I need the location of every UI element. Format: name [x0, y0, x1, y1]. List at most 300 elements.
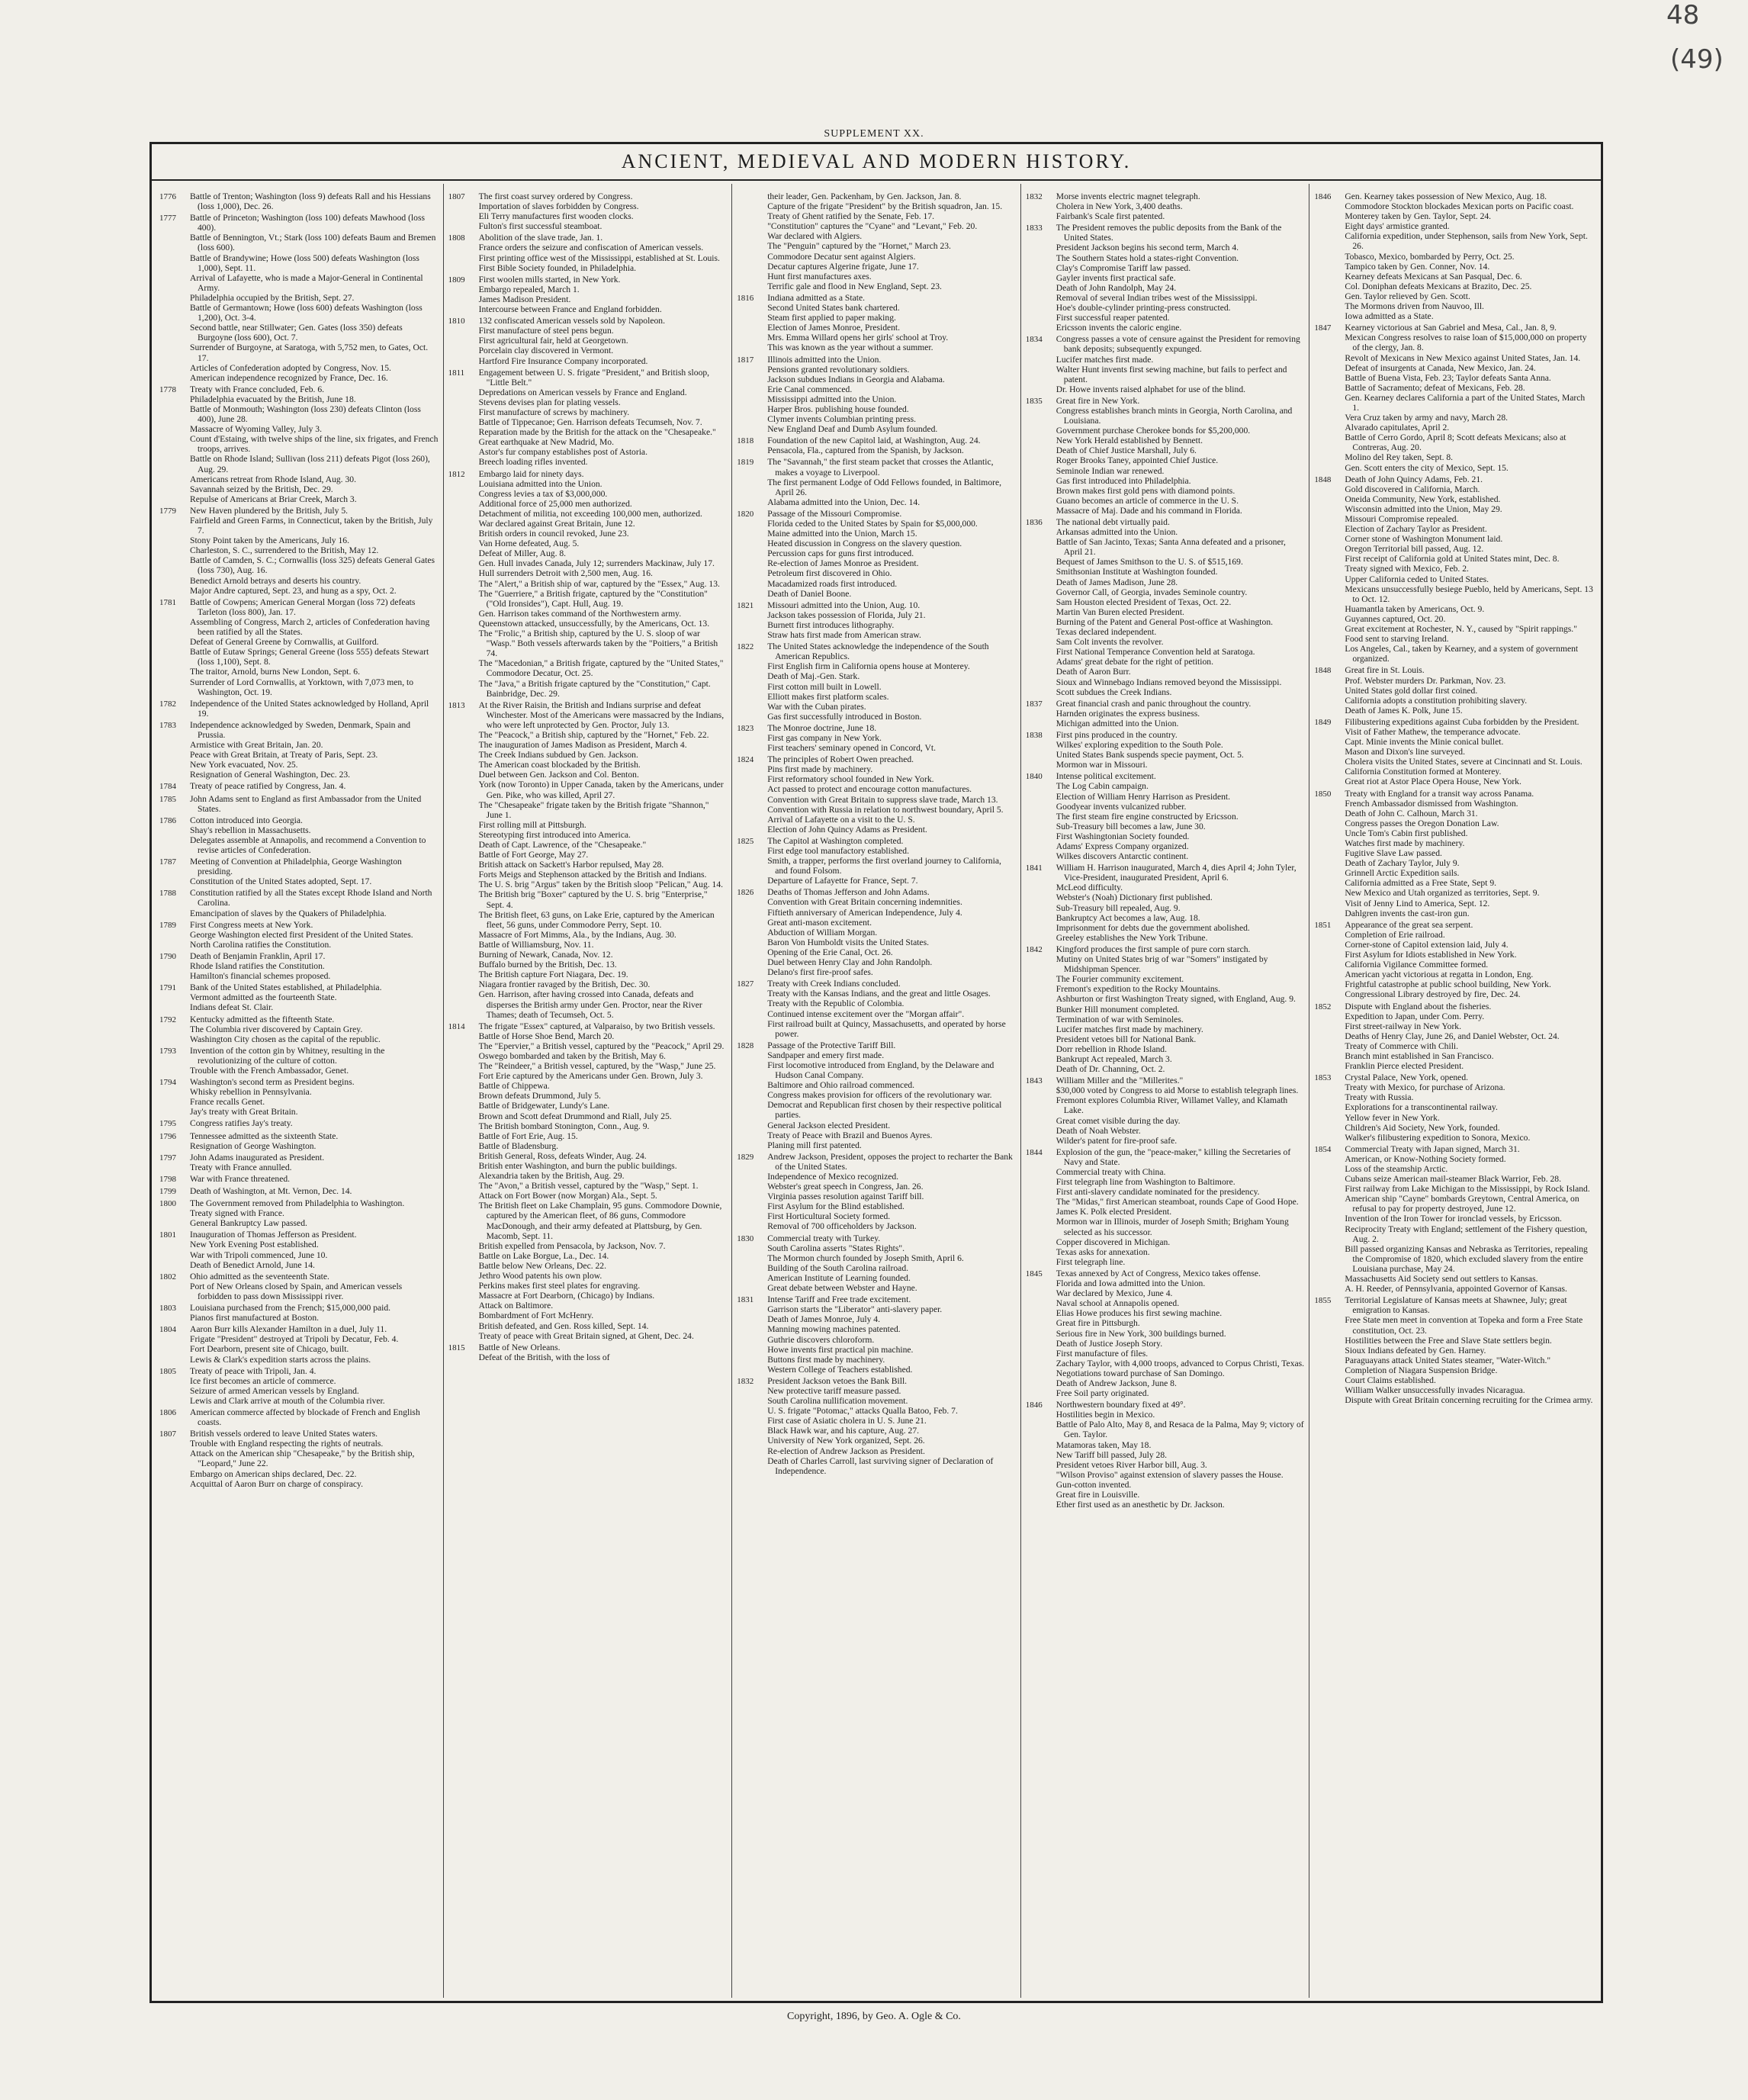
event-entry: Opening of the Erie Canal, Oct. 26. — [767, 947, 893, 957]
event-list — [190, 920, 439, 950]
year-group — [448, 233, 728, 272]
event-entry: Election of John Quincy Adams as President. — [767, 824, 927, 835]
event-entry: Crystal Palace, New York, opened. — [1345, 1073, 1469, 1083]
event-entry: Battle of Trenton; Washington (loss 9) defeats Rall and his Hessians (loss 1,000), Dec. 26. — [190, 191, 431, 212]
event-entry: Meeting of Convention at Philadelphia, George Washington presiding. — [190, 857, 402, 877]
year-group — [159, 1046, 439, 1076]
event-entry: York (now Toronto) in Upper Canada, taken by the Americans, under Gen. Pike, who was killed, April 27. — [478, 780, 724, 800]
event-entry: Free State men meet in convention at Topeka and form a Free State constitution, Oct. 23. — [1345, 1315, 1583, 1336]
event-entry: The British capture Fort Niagara, Dec. 19. — [478, 970, 628, 980]
event-entry: Convention with Russia in relation to northwest boundary, April 5. — [767, 804, 1004, 815]
event-entry: Constitution of the United States adopted, Sept. 17. — [190, 876, 372, 887]
event-entry: Reparation made by the British for the attack on the "Chesapeake." — [478, 427, 716, 438]
event-entry: New protective tariff measure passed. — [767, 1385, 901, 1396]
event-entry: Bankrupt Act repealed, March 3. — [1056, 1053, 1172, 1064]
event-list — [1056, 517, 1305, 697]
event-entry: Congress levies a tax of $3,000,000. — [478, 488, 608, 499]
column-3 — [732, 184, 1021, 1998]
event-entry: American independence recognized by France, Dec. 16. — [190, 372, 388, 383]
event-entry: Roger Brooks Taney, appointed Chief Justice. — [1056, 455, 1219, 466]
event-entry: War declared by Mexico, June 4. — [1056, 1288, 1173, 1299]
event-list — [190, 982, 439, 1012]
year-group — [737, 293, 1016, 353]
event-entry: Filibustering expeditions against Cuba forbidden by the President. — [1345, 716, 1579, 727]
event-entry: Elliott makes first platform scales. — [767, 691, 889, 702]
event-entry: Gen. Kearney takes possession of New Mexico, Aug. 18. — [1345, 191, 1547, 201]
year-group — [159, 699, 439, 719]
event-entry: Col. Doniphan defeats Mexicans at Brazito, Dec. 25. — [1345, 281, 1532, 291]
event-entry: Gayler invents first practical safe. — [1056, 272, 1176, 283]
event-entry: General Jackson elected President. — [767, 1120, 891, 1130]
event-entry: Food sent to starving Ireland. — [1345, 634, 1449, 645]
event-entry: Matamoras taken, May 18. — [1056, 1439, 1152, 1450]
event-entry: President vetoes River Harbor bill, Aug. 3. — [1056, 1459, 1207, 1470]
event-entry: British enter Washington, and burn the public buildings. — [478, 1161, 677, 1171]
event-entry: Battle of Chippewa. — [478, 1081, 550, 1092]
year-group — [737, 754, 1016, 835]
year-group — [159, 1077, 439, 1117]
event-entry: Massacre of Fort Mimms, Ala., by the Indians, Aug. 30. — [478, 929, 676, 940]
year-label: 1784 — [159, 782, 176, 792]
event-entry: Maine admitted into the Union, March 15. — [767, 529, 917, 539]
event-entry: California adopts a constitution prohibiting slavery. — [1345, 695, 1528, 706]
event-entry: Independence of the United States acknowledged by Holland, April 19. — [190, 698, 429, 719]
event-entry: The Columbia river discovered by Captain Grey. — [190, 1024, 363, 1034]
year-group — [159, 1131, 439, 1151]
event-entry: Commodore Decatur sent against Algiers. — [767, 251, 916, 262]
event-entry: Death of Andrew Jackson, June 8. — [1056, 1378, 1177, 1388]
event-entry: Battle on Lake Borgue, La., Dec. 14. — [478, 1250, 609, 1261]
year-group — [159, 857, 439, 886]
year-group — [1314, 1073, 1593, 1143]
event-entry: Webster's great speech in Congress, Jan. 26. — [767, 1182, 924, 1192]
event-entry: Battle of Bridgewater, Lundy's Lane. — [478, 1101, 610, 1111]
event-list — [190, 1198, 439, 1228]
event-entry: This was known as the year without a summer. — [767, 342, 933, 353]
event-entry: Port of New Orleans closed by Spain, and American vessels forbidden to pass down Mississippi river. — [190, 1281, 403, 1301]
event-entry: Court Claims established. — [1345, 1375, 1436, 1385]
event-entry: Smithsonian Institute at Washington founded. — [1056, 567, 1218, 577]
year-group — [159, 781, 439, 792]
year-group — [737, 1294, 1016, 1375]
event-entry: The British bombard Stonington, Conn., Aug. 9. — [478, 1121, 650, 1131]
event-entry: Planing mill first patented. — [767, 1140, 862, 1150]
event-entry: Bank of the United States established, at Philadelphia. — [190, 982, 382, 993]
year-label: 1800 — [159, 1199, 176, 1209]
year-label: 1795 — [159, 1119, 176, 1129]
year-group — [159, 1407, 439, 1427]
event-entry: Defeat of insurgents at Canada, New Mexico, Jan. 24. — [1345, 362, 1536, 373]
event-entry: Fort Dearborn, present site of Chicago, built. — [190, 1344, 349, 1355]
event-entry: Cubans seize American mail-steamer Black Warrior, Feb. 28. — [1345, 1174, 1562, 1185]
event-entry: Charleston, S. C., surrendered to the British, May 12. — [190, 545, 379, 556]
event-entry: Death of John C. Calhoun, March 31. — [1345, 808, 1478, 818]
event-entry: Removal of several Indian tribes west of the Mississippi. — [1056, 292, 1258, 303]
event-entry: Re-election of Andrew Jackson as President. — [767, 1446, 925, 1456]
event-entry: Death of Dr. Channing, Oct. 2. — [1056, 1064, 1165, 1075]
event-entry: Attack on the American ship "Chesapeake," by the British ship, "Leopard," June 22. — [190, 1449, 415, 1469]
event-list — [767, 191, 1016, 291]
event-entry: Congress passes a vote of censure against the President for removing bank deposits; subsequently expunged. — [1056, 334, 1300, 355]
year-label: 1823 — [737, 723, 754, 733]
event-entry: First Asylum for Idiots established in New York. — [1345, 950, 1517, 960]
event-entry: Indiana admitted as a State. — [767, 292, 865, 303]
column-5 — [1309, 184, 1598, 1998]
year-group — [737, 887, 1016, 977]
year-label: 1817 — [737, 355, 754, 365]
event-list — [479, 316, 728, 365]
year-label: 1776 — [159, 192, 176, 201]
event-entry: The "Avon," a British vessel, captured by the "Wasp," Sept. 1. — [478, 1181, 699, 1192]
event-entry: McLeod difficulty. — [1056, 883, 1123, 893]
event-entry: Deaths of Henry Clay, June 26, and Daniel Webster, Oct. 24. — [1345, 1031, 1560, 1041]
event-entry: Fremont explores Columbia River, Willamet Valley, and Klamath Lake. — [1056, 1095, 1288, 1116]
event-entry: Convention with Great Britain to suppress slave trade, March 13. — [767, 794, 998, 805]
event-entry: Goodyear invents vulcanized rubber. — [1056, 801, 1187, 812]
event-entry: The British fleet, 63 guns, on Lake Erie, captured by the American fleet, 56 guns, under Commodore Perry, Sept. 10. — [478, 909, 715, 930]
event-entry: Missouri admitted into the Union, Aug. 10. — [767, 600, 921, 610]
event-entry: Decatur captures Algerine frigate, June 17. — [767, 261, 919, 272]
event-entry: The first permanent Lodge of Odd Fellows founded, in Baltimore, April 26. — [767, 477, 1002, 497]
year-label: 1813 — [448, 700, 465, 710]
year-group — [448, 275, 728, 314]
event-entry: Burning of the Patent and General Post-office at Washington. — [1056, 616, 1274, 627]
event-entry: Delano's first fire-proof safes. — [767, 967, 873, 978]
event-entry: $30,000 voted by Congress to aid Morse to establish telegraph lines. — [1056, 1085, 1299, 1096]
event-entry: Death of James Monroe, July 4. — [767, 1314, 880, 1325]
event-entry: Sub-Treasury bill becomes a law, June 30. — [1056, 821, 1206, 831]
event-list — [190, 1046, 439, 1076]
year-label: 1804 — [159, 1325, 176, 1335]
event-entry: Abduction of William Morgan. — [767, 927, 878, 937]
event-entry: Abolition of the slave trade, Jan. 1. — [478, 233, 603, 243]
event-list — [190, 781, 439, 792]
event-entry: British attack on Sackett's Harbor repulsed, May 28. — [478, 860, 664, 870]
event-entry: Democrat and Republican first chosen by their respective political parties. — [767, 1100, 1002, 1121]
event-entry: Depredations on American vessels by France and England. — [478, 387, 687, 397]
year-group — [1026, 863, 1305, 943]
year-group — [737, 355, 1016, 435]
event-entry: General Bankruptcy Law passed. — [190, 1218, 307, 1229]
year-group — [1026, 396, 1305, 516]
event-entry: Branch mint established in San Francisco. — [1345, 1050, 1494, 1061]
year-group — [1026, 334, 1305, 394]
year-group — [1314, 191, 1593, 321]
year-label: 1831 — [737, 1295, 754, 1305]
event-entry: Death of Charles Carroll, last surviving signer of Declaration of Independence. — [767, 1455, 994, 1476]
year-group — [1314, 665, 1593, 715]
event-entry: Dahlgren invents the cast-iron gun. — [1345, 908, 1470, 918]
event-list — [479, 1021, 728, 1341]
event-entry: Trouble with the French Ambassador, Genet. — [190, 1065, 349, 1076]
year-label: 1834 — [1025, 335, 1043, 345]
event-entry: Gold discovered in California, March. — [1345, 484, 1480, 494]
year-group — [737, 642, 1016, 722]
event-entry: Martin Van Buren elected President. — [1056, 606, 1184, 617]
event-entry: Dispute with Great Britain concerning recruiting for the Crimea army. — [1345, 1395, 1593, 1406]
history-table — [149, 142, 1603, 2003]
event-entry: Elias Howe produces his first sewing machine. — [1056, 1308, 1223, 1319]
event-entry: Guyannes captured, Oct. 20. — [1345, 613, 1446, 624]
event-entry: Battle of Cerro Gordo, April 8; Scott defeats Mexicans; also at Contreras, Aug. 20. — [1345, 433, 1566, 453]
event-entry: Battle of Brandywine; Howe (loss 500) defeats Washington (loss 1,000), Sept. 11. — [190, 252, 419, 273]
event-list — [1056, 1269, 1305, 1398]
event-entry: Corner stone of Washington Monument laid. — [1345, 534, 1503, 545]
event-entry: Buffalo burned by the British, Dec. 13. — [478, 960, 617, 970]
year-group — [448, 469, 728, 699]
event-entry: Sioux and Winnebago Indians removed beyond the Mississippi. — [1056, 677, 1282, 687]
event-entry: Hull surrenders Detroit with 2,500 men, Aug. 16. — [478, 568, 653, 579]
event-entry: Bombardment of Fort McHenry. — [478, 1310, 594, 1321]
event-entry: Gun-cotton invented. — [1056, 1479, 1132, 1490]
year-group — [1314, 717, 1593, 787]
year-group — [1026, 1147, 1305, 1267]
event-entry: Congressional Library destroyed by fire, Dec. 24. — [1345, 989, 1521, 1000]
event-entry: Independence acknowledged by Sweden, Denmark, Spain and Prussia. — [190, 719, 411, 740]
event-entry: Negotiations toward purchase of San Domingo. — [1056, 1368, 1225, 1378]
year-group — [448, 191, 728, 231]
event-list — [190, 794, 439, 814]
event-entry: Duel between Henry Clay and John Randolph. — [767, 957, 933, 968]
year-group — [159, 1272, 439, 1301]
event-entry: Hostilities begin in Mexico. — [1056, 1410, 1155, 1420]
event-list — [190, 857, 439, 886]
event-entry: Hartford Fire Insurance Company incorporated. — [478, 355, 648, 366]
event-entry: Treaty signed with Mexico, Feb. 2. — [1345, 564, 1469, 574]
event-entry: Forts Meigs and Stephenson attacked by the British and Indians. — [478, 870, 707, 880]
year-label: 1816 — [737, 293, 754, 303]
event-entry: Florida ceded to the United States by Spain for $5,000,000. — [767, 519, 978, 529]
event-entry: Battle of Fort George, May 27. — [478, 850, 589, 860]
event-entry: Shay's rebellion in Massachusetts. — [190, 825, 311, 835]
column-4 — [1021, 184, 1310, 1998]
event-entry: Death of Daniel Boone. — [767, 588, 852, 599]
event-entry: Andrew Jackson, President, opposes the project to recharter the Bank of the United States. — [767, 1151, 1013, 1172]
event-entry: Death of Justice Joseph Story. — [1056, 1338, 1163, 1349]
event-entry: California Constitution formed at Monterey. — [1345, 767, 1502, 777]
event-entry: Jay's treaty with Great Britain. — [190, 1107, 298, 1118]
year-group — [448, 316, 728, 365]
page-title: ANCIENT, MEDIEVAL AND MODERN HISTORY. — [152, 144, 1601, 181]
event-entry: Re-election of James Monroe as President. — [767, 558, 919, 569]
year-group — [1026, 699, 1305, 728]
event-entry: Treaty of Commerce with Chili. — [1345, 1040, 1459, 1051]
event-entry: Webster's (Noah) Dictionary first published. — [1056, 892, 1213, 903]
event-list — [190, 1366, 439, 1406]
event-entry: Adams' Express Company organized. — [1056, 841, 1189, 851]
event-entry: Death of Benjamin Franklin, April 17. — [190, 950, 326, 961]
event-entry: Pensacola, Fla., captured from the Spanish, by Jackson. — [767, 445, 964, 456]
event-entry: Defeat of General Greene by Cornwallis, at Guilford. — [190, 637, 379, 648]
event-entry: Harper Bros. publishing house founded. — [767, 404, 909, 414]
event-entry: Explorations for a transcontinental railway. — [1345, 1102, 1498, 1113]
event-entry: Commodore Stockton blockades Mexican ports on Pacific coast. — [1345, 201, 1574, 212]
event-entry: First Asylum for the Blind established. — [767, 1201, 905, 1212]
event-entry: The first coast survey ordered by Congress. — [478, 191, 633, 201]
year-label: 1845 — [1025, 1269, 1043, 1278]
event-list — [190, 213, 439, 383]
event-entry: British vessels ordered to leave United States waters. — [190, 1429, 378, 1439]
event-list — [190, 1174, 439, 1185]
copyright: Copyright, 1896, by Geo. A. Ogle & Co. — [787, 2011, 961, 2022]
event-entry: New York evacuated, Nov. 25. — [190, 760, 298, 770]
year-group — [1314, 323, 1593, 472]
event-entry: Battle of Eutaw Springs; General Greene (loss 555) defeats Stewart (loss 1,100), Sept. 8. — [190, 647, 429, 667]
event-entry: James Madison President. — [478, 294, 571, 304]
event-entry: British expelled from Pensacola, by Jackson, Nov. 7. — [478, 1240, 666, 1251]
event-entry: Act passed to protect and encourage cotton manufactures. — [767, 784, 972, 795]
event-list — [1056, 223, 1305, 333]
year-group — [159, 1230, 439, 1269]
event-entry: Battle on Rhode Island; Sullivan (loss 211) defeats Pigot (loss 260), Aug. 29. — [190, 454, 430, 474]
event-entry: Peace with Great Britain, at Treaty of Paris, Sept. 23. — [190, 750, 378, 761]
year-label: 1802 — [159, 1272, 176, 1282]
event-entry: Continued intense excitement over the "Morgan affair". — [767, 1008, 965, 1019]
event-entry: Franklin Pierce elected President. — [1345, 1061, 1464, 1072]
event-entry: The "Macedonian," a British frigate, captured by the "United States," Commodore Decatur, Oct. 25. — [478, 658, 724, 679]
event-list — [767, 509, 1016, 599]
event-entry: The "Frolic," a British ship, captured by the U. S. sloop of war "Wasp." Both vessels afterwards taken by the "Poitiers," a British 74. — [478, 629, 718, 659]
event-entry: Defeat of the British, with the loss of — [478, 1352, 610, 1362]
event-entry: Embargo repealed, March 1. — [478, 284, 580, 294]
event-entry: Aaron Burr kills Alexander Hamilton in a duel, July 11. — [190, 1324, 387, 1335]
event-entry: Sam Houston elected President of Texas, Oct. 22. — [1056, 597, 1232, 607]
event-entry: Congress establishes branch mints in Georgia, North Carolina, and Louisiana. — [1056, 405, 1293, 426]
event-entry: Commercial treaty with Turkey. — [767, 1233, 881, 1243]
event-entry: Fiftieth anniversary of American Independence, July 4. — [767, 907, 962, 918]
event-entry: Treaty with England for a transit way across Panama. — [1345, 788, 1534, 799]
event-entry: Election of William Henry Harrison as President. — [1056, 791, 1231, 802]
year-label: 1846 — [1314, 192, 1332, 201]
year-label: 1835 — [1025, 396, 1043, 406]
event-entry: Children's Aid Society, New York, founded. — [1345, 1122, 1500, 1133]
event-list — [1345, 1073, 1593, 1143]
event-entry: Percussion caps for guns first introduced. — [767, 548, 914, 559]
event-entry: Mormon war in Missouri. — [1056, 760, 1148, 770]
event-list — [190, 191, 439, 211]
year-label: 1818 — [737, 436, 754, 446]
event-entry: Treaty with the Republic of Colombia. — [767, 999, 905, 1009]
event-entry: First case of Asiatic cholera in U. S. June 21. — [767, 1416, 927, 1426]
event-entry: Assembling of Congress, March 2, articles of Confederation having been ratified by all the States. — [190, 616, 430, 638]
year-group — [737, 979, 1016, 1039]
event-entry: Jackson subdues Indians in Georgia and Alabama. — [767, 374, 945, 384]
year-label: 1838 — [1025, 730, 1043, 740]
event-entry: Bill passed organizing Kansas and Nebraska as Territories, repealing the Compromise of 1820, which excluded slavery from the entire Louisiana purchase, May 24. — [1345, 1243, 1588, 1274]
event-list — [767, 355, 1016, 435]
event-entry: American yacht victorious at regatta in London, Eng. — [1345, 970, 1534, 980]
year-label: 1791 — [159, 983, 176, 993]
event-entry: American commerce affected by blockade of French and English coasts. — [190, 1407, 420, 1428]
event-entry: First Bible Society founded, in Philadelphia. — [478, 262, 637, 273]
year-label: 1787 — [159, 857, 176, 867]
event-entry: New Tariff bill passed, July 28. — [1056, 1449, 1168, 1460]
event-list — [1056, 1147, 1305, 1267]
event-entry: Harnden originates the express business. — [1056, 708, 1200, 719]
event-entry: Battle of Camden, S. C.; Cornwallis (loss 325) defeats General Gates (loss 730), Aug. 16. — [190, 555, 435, 576]
event-entry: Massachusetts Aid Society send out settlers to Kansas. — [1345, 1274, 1538, 1285]
event-entry: The "Midas," first American steamboat, rounds Cape of Good Hope. — [1056, 1197, 1299, 1208]
event-entry: Mexicans unsuccessfully besiege Pueblo, held by Americans, Sept. 13 to Oct. 12. — [1345, 584, 1593, 604]
event-entry: Invention of the cotton gin by Whitney, resulting in the revolutionizing of the culture of cotton. — [190, 1045, 385, 1066]
year-group — [1314, 789, 1593, 918]
event-entry: Texas asks for annexation. — [1056, 1246, 1150, 1257]
year-group — [737, 836, 1016, 886]
columns-container — [155, 184, 1598, 1998]
event-entry: The Government removed from Philadelphia to Washington. — [190, 1198, 405, 1209]
event-entry: Hamilton's financial schemes proposed. — [190, 971, 331, 982]
event-entry: President Jackson vetoes the Bank Bill. — [767, 1375, 908, 1386]
year-label: 1837 — [1025, 699, 1043, 709]
event-entry: Great fire in St. Louis. — [1345, 665, 1425, 676]
event-entry: The "Epervier," a British vessel, captured by the "Peacock," April 29. — [478, 1040, 725, 1051]
event-entry: Treaty of peace ratified by Congress, Jan. 4. — [190, 781, 346, 792]
year-label: 1789 — [159, 920, 176, 930]
event-entry: "Wilson Proviso" against extension of slavery passes the House. — [1056, 1469, 1284, 1480]
event-entry: First successful reaper patented. — [1056, 313, 1170, 323]
event-entry: Dorr rebellion in Rhode Island. — [1056, 1044, 1167, 1054]
event-entry: California Vigilance Committee formed. — [1345, 960, 1489, 970]
event-entry: Imprisonment for debts due the government abolished. — [1056, 922, 1250, 933]
event-entry: First reformatory school founded in New York. — [767, 774, 934, 785]
event-entry: Election of Zachary Taylor as President. — [1345, 524, 1487, 535]
year-label: 1798 — [159, 1174, 176, 1184]
event-entry: First receipt of California gold at United States mint, Dec. 8. — [1345, 554, 1560, 564]
event-entry: Building of the South Carolina railroad. — [767, 1262, 909, 1273]
event-list — [190, 1077, 439, 1117]
event-entry: A. H. Reeder, of Pennsylvania, appointed Governor of Kansas. — [1345, 1284, 1567, 1294]
year-label: 1827 — [737, 979, 754, 989]
event-entry: Explosion of the gun, the "peace-maker," killing the Secretaries of Navy and State. — [1056, 1146, 1291, 1167]
event-entry: California expedition, under Stephenson, sails from New York, Sept. 26. — [1345, 231, 1588, 252]
event-entry: Baron Von Humboldt visits the United States. — [767, 937, 929, 947]
event-entry: Congress ratifies Jay's treaty. — [190, 1118, 293, 1129]
year-group — [1026, 517, 1305, 697]
event-entry: Frightful catastrophe at public school building, New York. — [1345, 979, 1551, 990]
event-list — [479, 233, 728, 272]
event-entry: Wilkes discovers Antarctic continent. — [1056, 851, 1189, 862]
event-entry: War with Tripoli commenced, June 10. — [190, 1249, 328, 1260]
event-entry: Illinois admitted into the Union. — [767, 354, 882, 365]
event-list — [1056, 396, 1305, 516]
year-label: 1855 — [1314, 1296, 1332, 1306]
event-entry: First English firm in California opens house at Monterey. — [767, 661, 970, 672]
event-entry: Great debate between Webster and Hayne. — [767, 1283, 917, 1294]
event-entry: Alvarado capitulates, April 2. — [1345, 423, 1450, 433]
event-entry: Death of Chief Justice Marshall, July 6. — [1056, 445, 1197, 456]
event-entry: New York Herald established by Bennett. — [1056, 436, 1203, 446]
event-entry: Kearney victorious at San Gabriel and Mesa, Cal., Jan. 8, 9. — [1345, 323, 1557, 333]
event-entry: France orders the seizure and confiscation of American vessels. — [478, 243, 704, 253]
event-entry: Congress passes the Oregon Donation Law. — [1345, 818, 1499, 828]
year-label: 1843 — [1025, 1076, 1043, 1086]
event-entry: Resignation of George Washington. — [190, 1140, 317, 1151]
year-label: 1790 — [159, 951, 176, 961]
event-list — [767, 1152, 1016, 1232]
event-entry: South Carolina asserts "States Rights". — [767, 1243, 905, 1253]
event-list — [190, 597, 439, 697]
event-entry: Attack on Baltimore. — [478, 1301, 554, 1311]
event-entry: The American coast blockaded by the British. — [478, 760, 641, 770]
year-group — [448, 1343, 728, 1362]
event-entry: The principles of Robert Owen preached. — [767, 754, 914, 765]
year-group — [448, 700, 728, 1020]
event-list — [1345, 474, 1593, 664]
event-list — [479, 700, 728, 1020]
event-entry: Fulton's first successful steamboat. — [478, 221, 602, 232]
event-entry: First anti-slavery candidate nominated for the presidency. — [1056, 1187, 1260, 1198]
event-entry: Emancipation of slaves by the Quakers of Philadelphia. — [190, 908, 387, 918]
